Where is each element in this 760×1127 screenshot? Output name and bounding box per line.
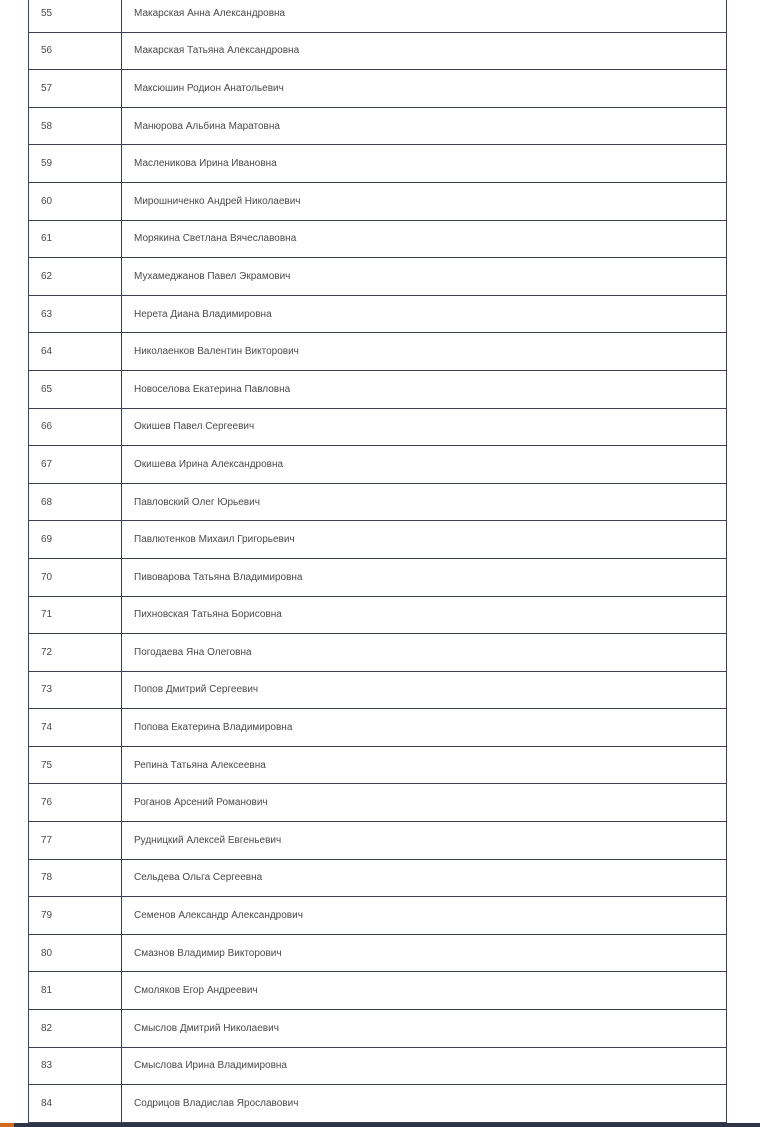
table-row: [29, 709, 727, 747]
participant-name: Мухамеджанов Павел Экрамович: [122, 258, 727, 296]
table-row: [29, 596, 727, 634]
row-number: 72: [29, 634, 122, 672]
participant-name: Павловский Олег Юрьевич: [122, 483, 727, 521]
row-number: 59: [29, 145, 122, 183]
row-number: 83: [29, 1047, 122, 1085]
row-number: 65: [29, 370, 122, 408]
table-row: [29, 972, 727, 1010]
row-number: 74: [29, 709, 122, 747]
row-number: 81: [29, 972, 122, 1010]
participant-name: Мирошниченко Андрей Николаевич: [122, 182, 727, 220]
row-number: 73: [29, 671, 122, 709]
table-body: [29, 0, 727, 1122]
table-row: [29, 746, 727, 784]
table-row: [29, 483, 727, 521]
row-number: 61: [29, 220, 122, 258]
participant-name: Роганов Арсений Романович: [122, 784, 727, 822]
table-row: [29, 822, 727, 860]
table-row: [29, 897, 727, 935]
table-row: [29, 370, 727, 408]
participant-name: Смыслова Ирина Владимировна: [122, 1047, 727, 1085]
footer-accent: [0, 1123, 14, 1127]
participant-name: Максюшин Родион Анатольевич: [122, 70, 727, 108]
participant-name: Нерета Диана Владимировна: [122, 295, 727, 333]
participant-name: Сельдева Ольга Сергеевна: [122, 859, 727, 897]
participant-name: Манюрова Альбина Маратовна: [122, 107, 727, 145]
row-number: 63: [29, 295, 122, 333]
table-row: [29, 934, 727, 972]
row-number: 84: [29, 1085, 122, 1123]
participants-table: [28, 0, 727, 1123]
row-number: 80: [29, 934, 122, 972]
table-row: [29, 32, 727, 70]
participant-name: Семенов Александр Александрович: [122, 897, 727, 935]
participant-name: Содрицов Владислав Ярославович: [122, 1085, 727, 1123]
participant-name: Смазнов Владимир Викторович: [122, 934, 727, 972]
row-number: 76: [29, 784, 122, 822]
table-row: [29, 634, 727, 672]
table-row: [29, 446, 727, 484]
participant-name: Павлютенков Михаил Григорьевич: [122, 521, 727, 559]
table-row: [29, 671, 727, 709]
row-number: 58: [29, 107, 122, 145]
row-number: 67: [29, 446, 122, 484]
participant-name: Попова Екатерина Владимировна: [122, 709, 727, 747]
table-row: [29, 182, 727, 220]
footer-bar: [0, 1123, 760, 1127]
table-row: [29, 145, 727, 183]
row-number: 75: [29, 746, 122, 784]
table-row: [29, 1085, 727, 1123]
participant-name: Смыслов Дмитрий Николаевич: [122, 1010, 727, 1048]
table-row: [29, 408, 727, 446]
row-number: 57: [29, 70, 122, 108]
participant-name: Попов Дмитрий Сергеевич: [122, 671, 727, 709]
table-row: [29, 1010, 727, 1048]
row-number: 66: [29, 408, 122, 446]
row-number: 78: [29, 859, 122, 897]
table-row: [29, 333, 727, 371]
participant-name: Морякина Светлана Вячеславовна: [122, 220, 727, 258]
participant-name: Пихновская Татьяна Борисовна: [122, 596, 727, 634]
table-row: [29, 558, 727, 596]
participant-name: Николаенков Валентин Викторович: [122, 333, 727, 371]
participant-name: Окишева Ирина Александровна: [122, 446, 727, 484]
table-row: [29, 1047, 727, 1085]
row-number: 56: [29, 32, 122, 70]
table-row: [29, 107, 727, 145]
participant-name: Погодаева Яна Олеговна: [122, 634, 727, 672]
row-number: 82: [29, 1010, 122, 1048]
participant-name: Масленикова Ирина Ивановна: [122, 145, 727, 183]
participants-table-container: [28, 0, 727, 1123]
table-row: [29, 70, 727, 108]
table-row: [29, 295, 727, 333]
participant-name: Рудницкий Алексей Евгеньевич: [122, 822, 727, 860]
row-number: 64: [29, 333, 122, 371]
participant-name: Окишев Павел Сергеевич: [122, 408, 727, 446]
participant-name: Репина Татьяна Алексеевна: [122, 746, 727, 784]
participant-name: Макарская Анна Александровна: [122, 0, 727, 32]
table-row: [29, 859, 727, 897]
participant-name: Пивоварова Татьяна Владимировна: [122, 558, 727, 596]
row-number: 55: [29, 0, 122, 32]
row-number: 70: [29, 558, 122, 596]
row-number: 71: [29, 596, 122, 634]
table-row: [29, 220, 727, 258]
participant-name: Макарская Татьяна Александровна: [122, 32, 727, 70]
row-number: 68: [29, 483, 122, 521]
participant-name: Новоселова Екатерина Павловна: [122, 370, 727, 408]
row-number: 77: [29, 822, 122, 860]
table-row: [29, 521, 727, 559]
table-row: [29, 0, 727, 32]
row-number: 69: [29, 521, 122, 559]
row-number: 60: [29, 182, 122, 220]
row-number: 62: [29, 258, 122, 296]
row-number: 79: [29, 897, 122, 935]
table-row: [29, 784, 727, 822]
participant-name: Смоляков Егор Андреевич: [122, 972, 727, 1010]
table-row: [29, 258, 727, 296]
